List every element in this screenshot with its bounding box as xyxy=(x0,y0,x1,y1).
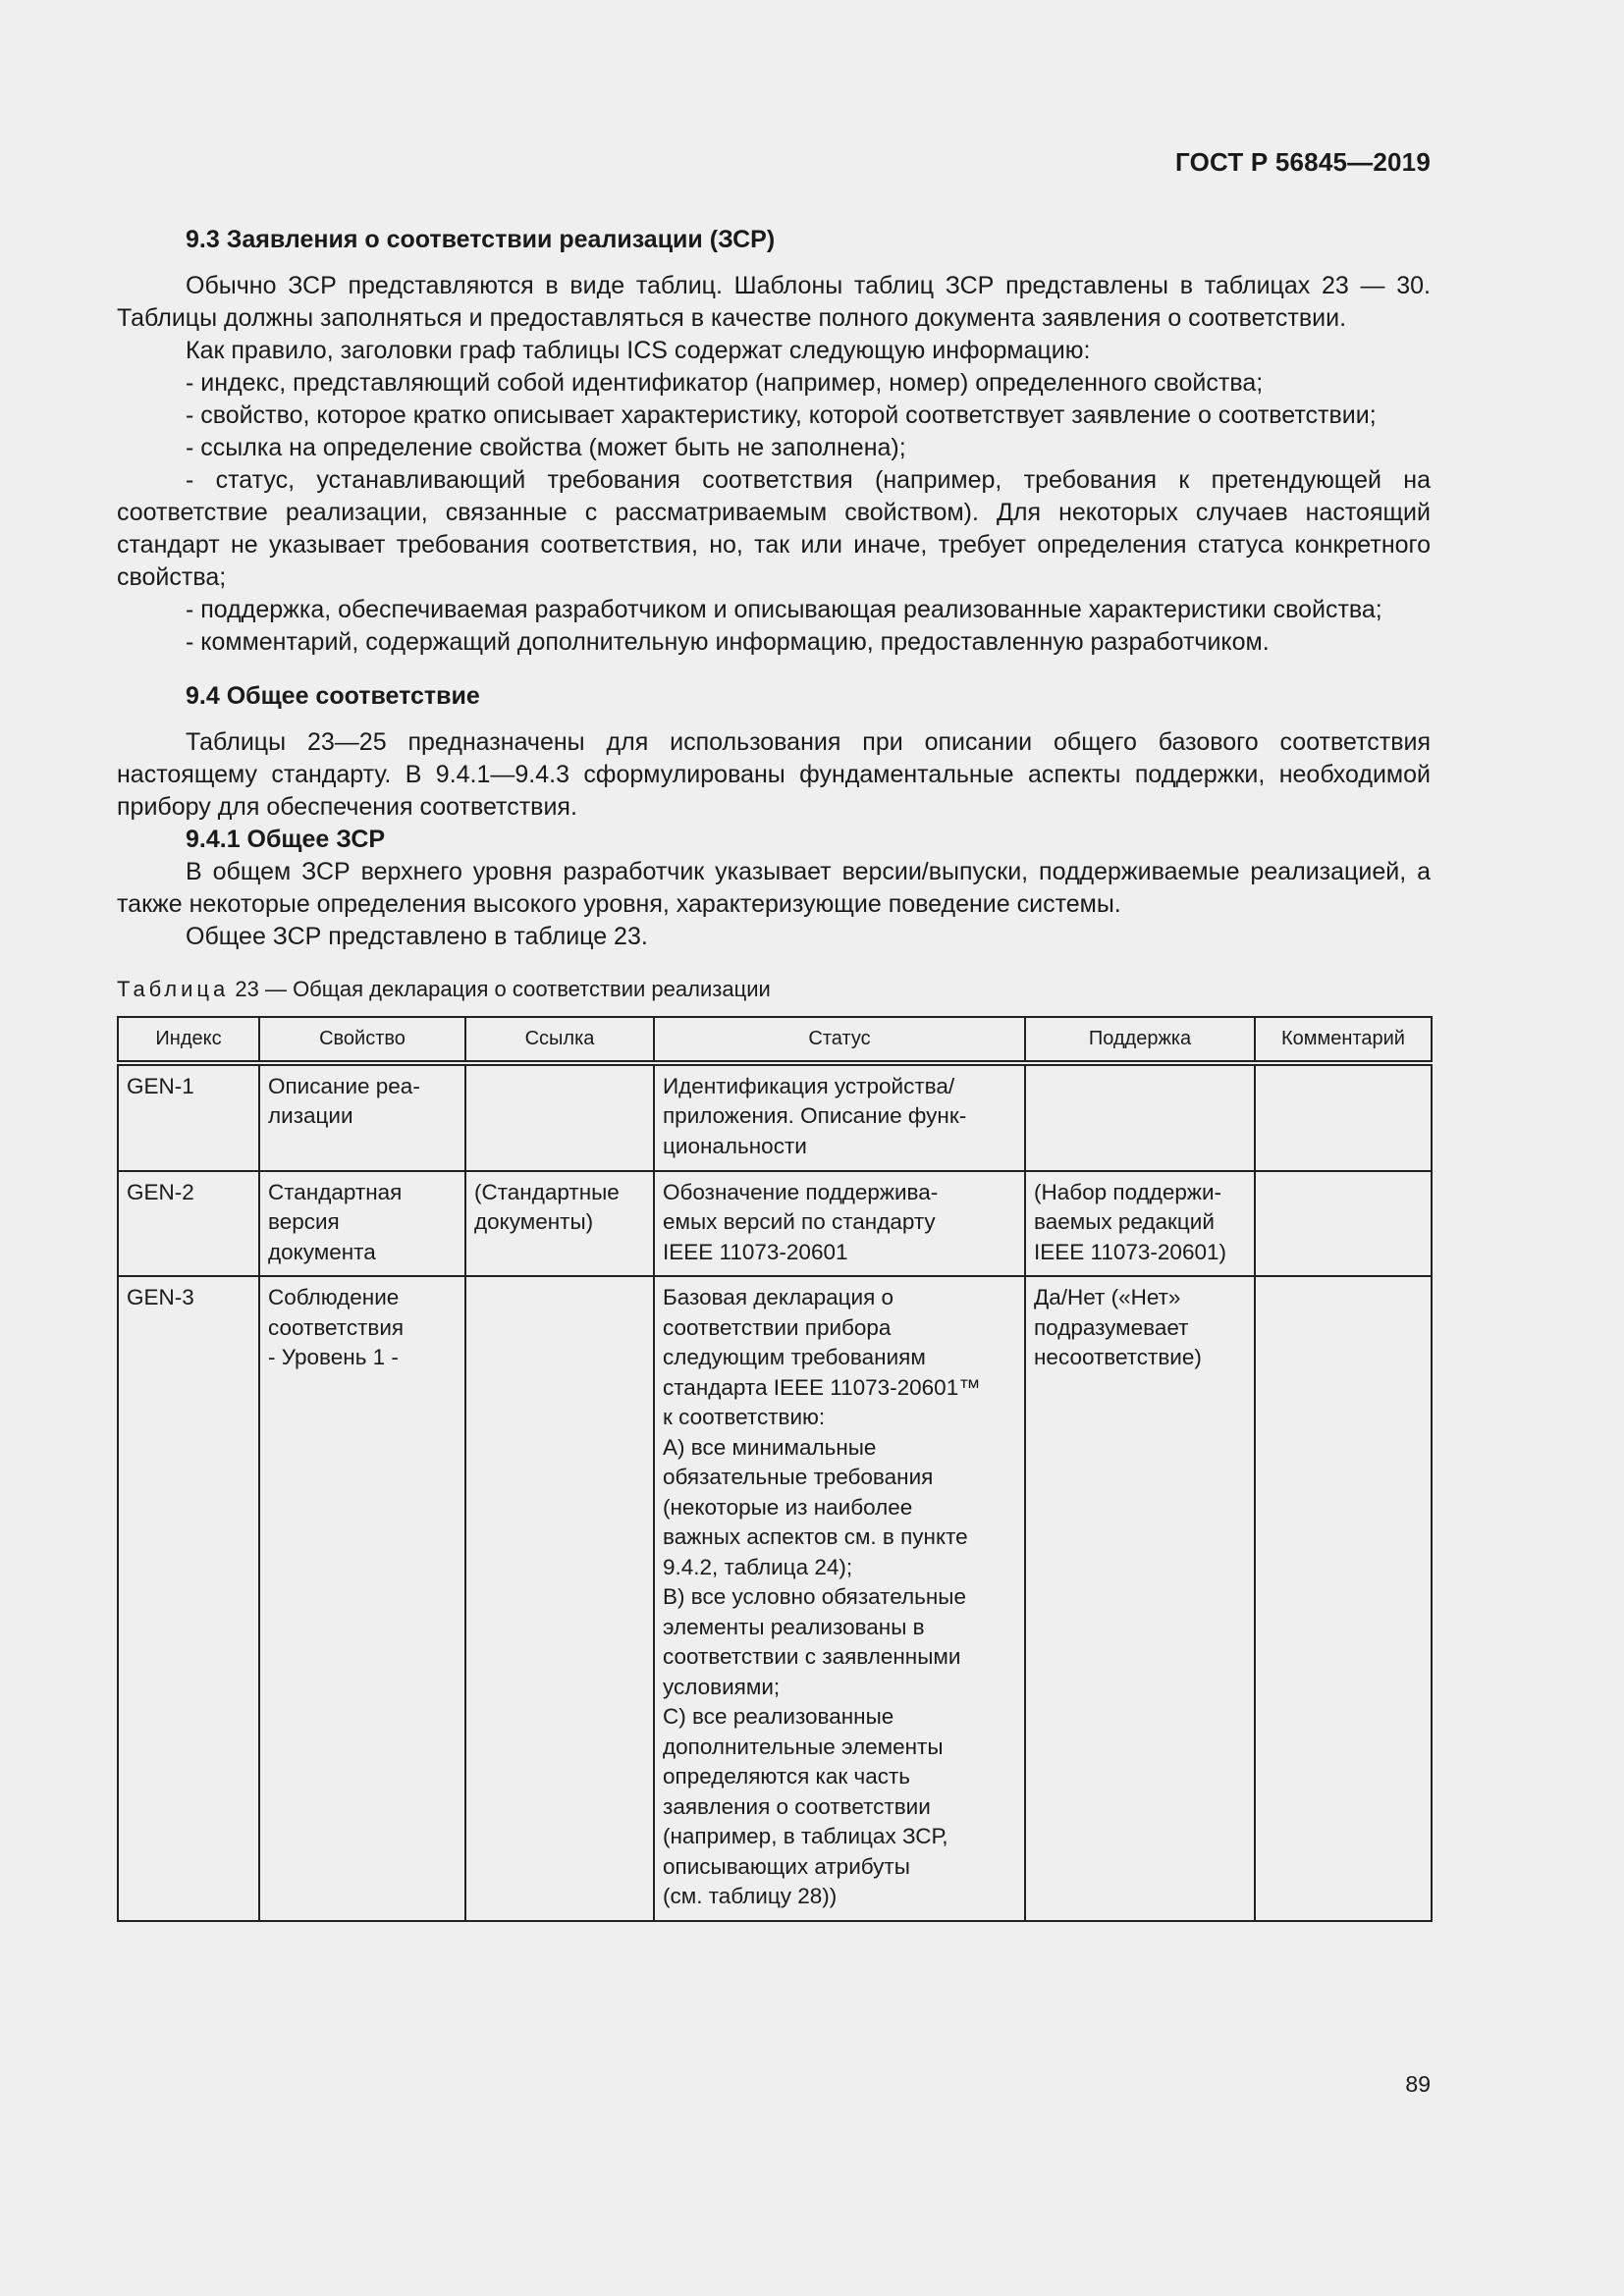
section-9-3-text xyxy=(117,270,1431,659)
table-caption-text: 23 — Общая декларация о соответствии реализации xyxy=(229,977,771,1001)
list-item: - поддержка, обеспечиваемая разработчиком и описывающая реализованные характеристики свойства; xyxy=(186,596,1382,623)
paragraph: Обычно ЗСР представляются в виде таблиц. Шаблоны таблиц ЗСР представлены в таблицах 23 — 30. Таблицы должны заполняться и предоставляться в качестве полного документа заявления о соответствии. xyxy=(117,272,1431,332)
list-item: - ссылка на определение свойства (может быть не заполнена); xyxy=(186,434,906,461)
list-item: - индекс, представляющий собой идентификатор (например, номер) определенного свойства; xyxy=(186,369,1264,397)
table-cell xyxy=(1255,1276,1432,1921)
column-header-status: Статус xyxy=(654,1017,1025,1063)
table-cell xyxy=(1255,1171,1432,1277)
table-cell: GEN-3 xyxy=(118,1276,259,1921)
table-cell xyxy=(465,1063,654,1171)
table-row xyxy=(118,1063,1432,1171)
paragraph: Общее ЗСР представлено в таблице 23. xyxy=(186,923,648,950)
paragraph: Как правило, заголовки граф таблицы ICS содержат следующую информацию: xyxy=(186,337,1091,364)
table-cell xyxy=(1025,1063,1255,1171)
list-item: - статус, устанавливающий требования соответствия (например, требования к претендующей на соответствие реализации, связанные с рассматриваемым свойством). Для некоторых случаев настоящий стандарт не указывает требования соответствия, но, так или иначе, требует определения статуса конкретного свойства; xyxy=(117,466,1431,591)
table-row xyxy=(118,1276,1432,1921)
table-row xyxy=(118,1171,1432,1277)
document-body xyxy=(117,224,1431,1922)
list-item: - свойство, которое кратко описывает характеристику, которой соответствует заявление о соответствии; xyxy=(186,401,1377,429)
section-title-9-4: 9.4 Общее соответствие xyxy=(186,682,480,710)
table-cell: Идентификация устройства/ приложения. Описание функ- циональности xyxy=(654,1063,1025,1171)
column-header-index: Индекс xyxy=(118,1017,259,1063)
page-number: 89 xyxy=(1405,2071,1431,2097)
document-header: ГОСТ Р 56845—2019 xyxy=(1175,147,1431,177)
table-cell: Описание реа- лизации xyxy=(259,1063,465,1171)
paragraph: В общем ЗСР верхнего уровня разработчик указывает версии/выпуски, поддерживаемые реализацией, а также некоторые определения высокого уровня, характеризующие поведение системы. xyxy=(117,858,1431,918)
table-cell: Да/Нет («Нет» подразумевает несоответствие) xyxy=(1025,1276,1255,1921)
table-cell: (Набор поддержи- ваемых редакций IEEE 11073-20601) xyxy=(1025,1171,1255,1277)
subsection-title-9-4-1: 9.4.1 Общее ЗСР xyxy=(186,826,386,853)
column-header-comment: Комментарий xyxy=(1255,1017,1432,1063)
list-item: - комментарий, содержащий дополнительную информацию, предоставленную разработчиком. xyxy=(186,628,1270,656)
section-title-9-3: 9.3 Заявления о соответствии реализации (ЗСР) xyxy=(186,226,776,253)
table-cell: Стандартная версия документа xyxy=(259,1171,465,1277)
table-cell: Обозначение поддержива- емых версий по стандарту IEEE 11073-20601 xyxy=(654,1171,1025,1277)
table-header-row xyxy=(118,1017,1432,1063)
table-cell: GEN-1 xyxy=(118,1063,259,1171)
conformance-table xyxy=(117,1016,1433,1922)
table-cell: Базовая декларация о соответствии прибора следующим требованиям стандарта IEEE 11073-20601™ к соответствию: A) все минимальные обязательные требования (некоторые из наиболее важных аспектов см. в пункте 9.4.2, таблица 24); B) все условно обязательные элементы реализованы в соответствии с заявленными условиями; C) все реализованные дополнительные элементы определяются как часть заявления о соответствии (например, в таблицах ЗСР, описывающих атрибуты (см. таблицу 28)) xyxy=(654,1276,1025,1921)
document-page xyxy=(117,0,1431,2296)
table-cell xyxy=(465,1276,654,1921)
column-header-reference: Ссылка xyxy=(465,1017,654,1063)
table-cell: GEN-2 xyxy=(118,1171,259,1277)
column-header-support: Поддержка xyxy=(1025,1017,1255,1063)
table-cell: Соблюдение соответствия - Уровень 1 - xyxy=(259,1276,465,1921)
paragraph: Таблицы 23—25 предназначены для использования при описании общего базового соответствия настоящему стандарту. В 9.4.1—9.4.3 сформулированы фундаментальные аспекты поддержки, необходимой прибору для обеспечения соответствия. xyxy=(117,728,1431,821)
table-cell xyxy=(1255,1063,1432,1171)
column-header-property: Свойство xyxy=(259,1017,465,1063)
table-cell: (Стандартные документы) xyxy=(465,1171,654,1277)
table-caption xyxy=(117,975,1431,1004)
table-caption-label: Таблица xyxy=(117,977,230,1001)
